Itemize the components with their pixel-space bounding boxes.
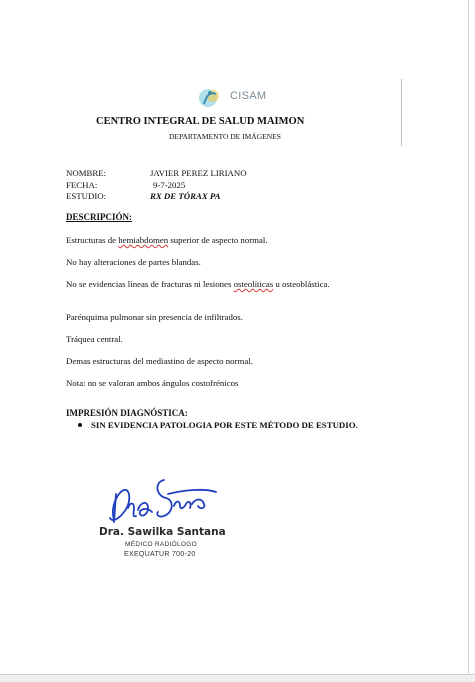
study-value: RX DE TÓRAX PA: [150, 191, 221, 201]
description-paragraph: No se evidencias líneas de fracturas ni lesiones osteolíticas u osteoblástica.: [66, 279, 330, 289]
impression-heading: IMPRESIÓN DIAGNÓSTICA:: [66, 408, 188, 418]
date-value: 9-7-2025: [153, 180, 186, 190]
page-edge-right: [468, 0, 469, 682]
department-name: DEPARTAMENTO DE IMÁGENES: [169, 132, 281, 141]
description-paragraph: No hay alteraciones de partes blandas.: [66, 257, 201, 267]
signatory-role: MÉDICO RADIÓLOGO: [125, 541, 197, 548]
signatory-name: Dra. Sawilka Santana: [99, 526, 226, 538]
spell-flag: osteolíticas: [233, 279, 274, 289]
bullet-icon: [78, 423, 82, 427]
study-label: ESTUDIO:: [66, 191, 107, 201]
description-paragraph: Parénquima pulmonar sin presencia de infiltrados.: [66, 312, 243, 322]
canvas-background: [0, 675, 475, 682]
name-label: NOMBRE:: [66, 168, 107, 178]
spell-flag: hemiabdomen: [118, 235, 169, 245]
description-note: Nota: no se valoran ambos ángulos costofrénicos: [66, 378, 239, 388]
description-paragraph: Tráquea central.: [66, 334, 123, 344]
name-value: JAVIER PEREZ LIRIANO: [150, 168, 247, 178]
signatory-exequatur: EXEQUATUR 700-20: [124, 551, 196, 558]
logo-text: CISAM: [230, 90, 267, 102]
document-title: CENTRO INTEGRAL DE SALUD MAIMON: [96, 116, 305, 127]
date-label: FECHA:: [66, 180, 98, 190]
description-paragraph: Estructuras de hemiabdomen superior de aspecto normal.: [66, 235, 268, 245]
description-paragraph: Demas estructuras del mediastino de aspecto normal.: [66, 356, 253, 366]
margin-marker: [401, 79, 402, 146]
impression-item: SIN EVIDENCIA PATOLOGIA POR ESTE MÉTODO DE ESTUDIO.: [78, 420, 358, 430]
handwritten-signature: [104, 472, 220, 528]
description-heading: DESCRIPCIÓN:: [66, 212, 133, 222]
